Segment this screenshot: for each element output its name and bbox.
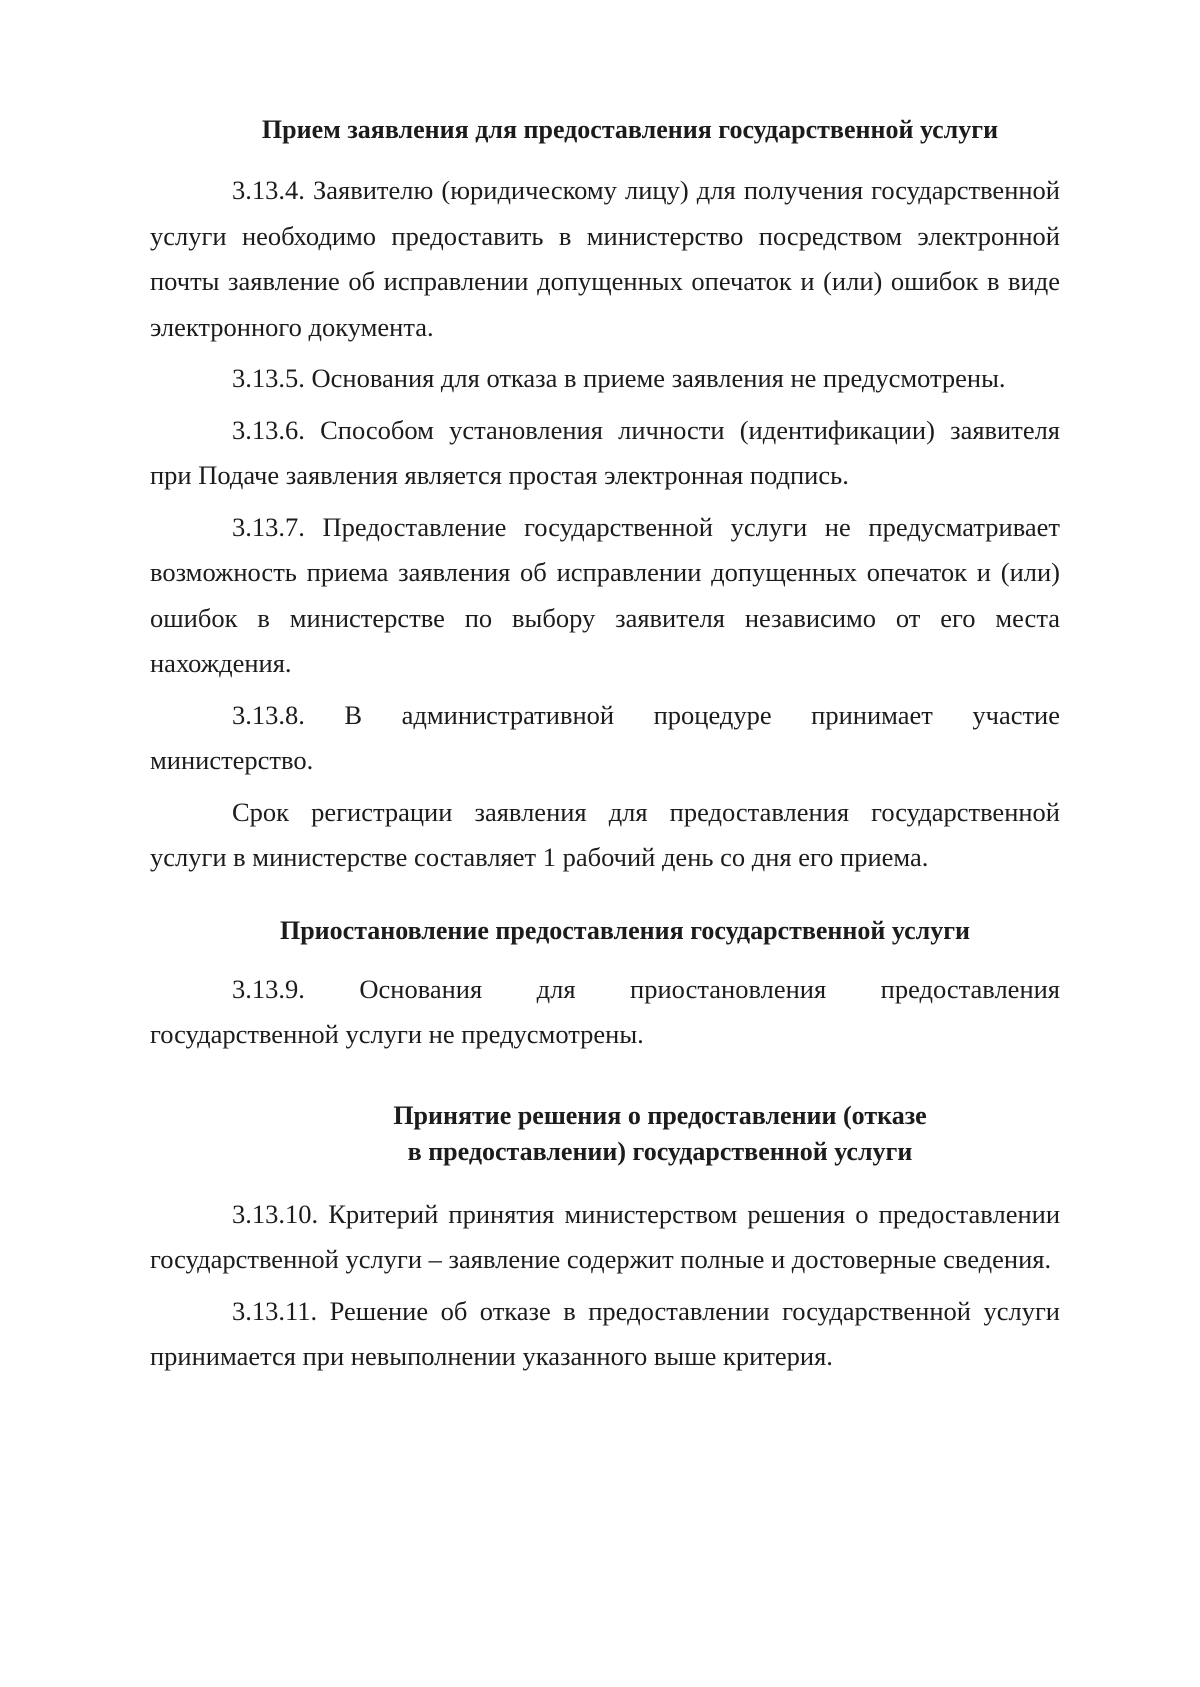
paragraph-3-13-8: 3.13.8. В административной процедуре принимает участие министерство. (150, 699, 1060, 775)
paragraph-3-13-4: 3.13.4. Заявителю (юридическому лицу) для получения государственной услуги необходимо предоставить в министерство посредством электронной почты заявление об исправлении допущенных опечаток и (или) ошибок в виде электронного документа. (150, 175, 1060, 342)
document-page (150, 112, 1060, 1380)
heading-suspension (150, 913, 1060, 949)
paragraph-3-13-9: 3.13.9. Основания для приостановления предоставления государственной услуги не предусмотрены. (150, 973, 1060, 1049)
paragraph-3-13-5: 3.13.5. Основания для отказа в приеме заявления не предусмотрены. (232, 363, 1006, 393)
heading-decision-line-1: Принятие решения о предоставлении (отказе (393, 1100, 927, 1130)
paragraph-registration-term: Срок регистрации заявления для предоставления государственной услуги в министерстве составляет 1 рабочий день со дня его приема. (150, 796, 1060, 872)
heading-decision-line-2: в предоставлении) государственной услуги (407, 1136, 913, 1166)
heading-decision (150, 1098, 1060, 1170)
paragraph-3-13-11: 3.13.11. Решение об отказе в предоставлении государственной услуги принимается при невыполнении указанного выше критерия. (150, 1295, 1060, 1371)
heading-reception-text: Прием заявления для предоставления государственной услуги (261, 115, 999, 144)
heading-suspension-text: Приостановление предоставления государственной услуги (279, 915, 970, 945)
heading-reception (150, 112, 1060, 148)
paragraph-3-13-7: 3.13.7. Предоставление государственной услуги не предусматривает возможность приема заявления об исправлении допущенных опечаток и (или) ошибок в министерстве по выбору заявителя независимо от его места нахождения. (150, 511, 1060, 678)
paragraph-3-13-6: 3.13.6. Способом установления личности (идентификации) заявителя при Подаче заявления является простая электронная подпись. (150, 414, 1060, 490)
paragraph-3-13-10: 3.13.10. Критерий принятия министерством решения о предоставлении государственной услуги – заявление содержит полные и достоверные сведения. (150, 1198, 1060, 1274)
